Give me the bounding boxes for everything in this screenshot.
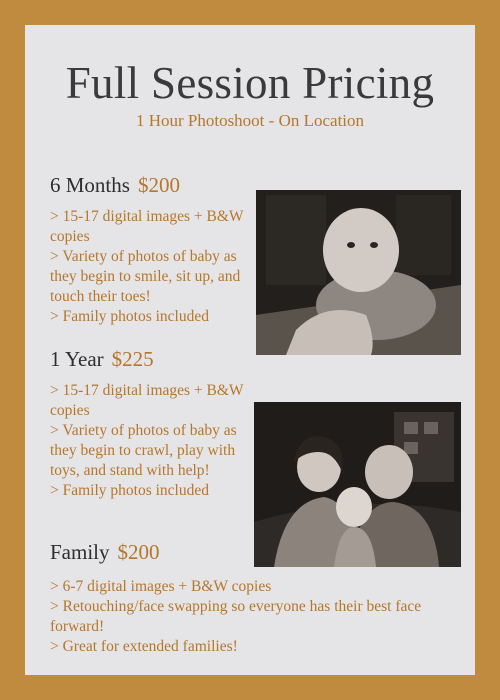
package-price: $225 xyxy=(111,347,154,371)
feature-item: > Family photos included xyxy=(50,482,209,499)
pricing-card xyxy=(25,25,475,675)
feature-item: > Variety of photos of baby as they begin to smile, sit up, and touch their toes! xyxy=(50,248,241,305)
package-features-6-months xyxy=(50,207,250,327)
feature-item: > Great for extended families! xyxy=(50,638,238,655)
package-name: 6 Months xyxy=(50,173,130,197)
baby-photo xyxy=(256,190,461,355)
feature-item: > 6-7 digital images + B&W copies xyxy=(50,578,272,595)
package-heading-family xyxy=(50,540,160,565)
package-heading-1-year xyxy=(50,347,154,372)
page-subtitle: 1 Hour Photoshoot - On Location xyxy=(135,111,365,130)
feature-item: > 15-17 digital images + B&W copies xyxy=(50,382,244,419)
package-price: $200 xyxy=(117,540,160,564)
package-features-1-year xyxy=(50,381,250,501)
package-name: Family xyxy=(50,540,110,564)
page-title: Full Session Pricing xyxy=(65,58,435,108)
package-heading-6-months xyxy=(50,173,180,198)
feature-item: > 15-17 digital images + B&W copies xyxy=(50,208,244,245)
feature-item: > Family photos included xyxy=(50,308,209,325)
feature-item: > Variety of photos of baby as they begin to crawl, play with toys, and stand with help! xyxy=(50,422,237,479)
family-photo xyxy=(254,402,461,567)
package-price: $200 xyxy=(137,173,180,197)
feature-item: > Retouching/face swapping so everyone has their best face forward! xyxy=(50,598,422,635)
package-features-family xyxy=(50,577,450,657)
package-name: 1 Year xyxy=(50,347,104,371)
